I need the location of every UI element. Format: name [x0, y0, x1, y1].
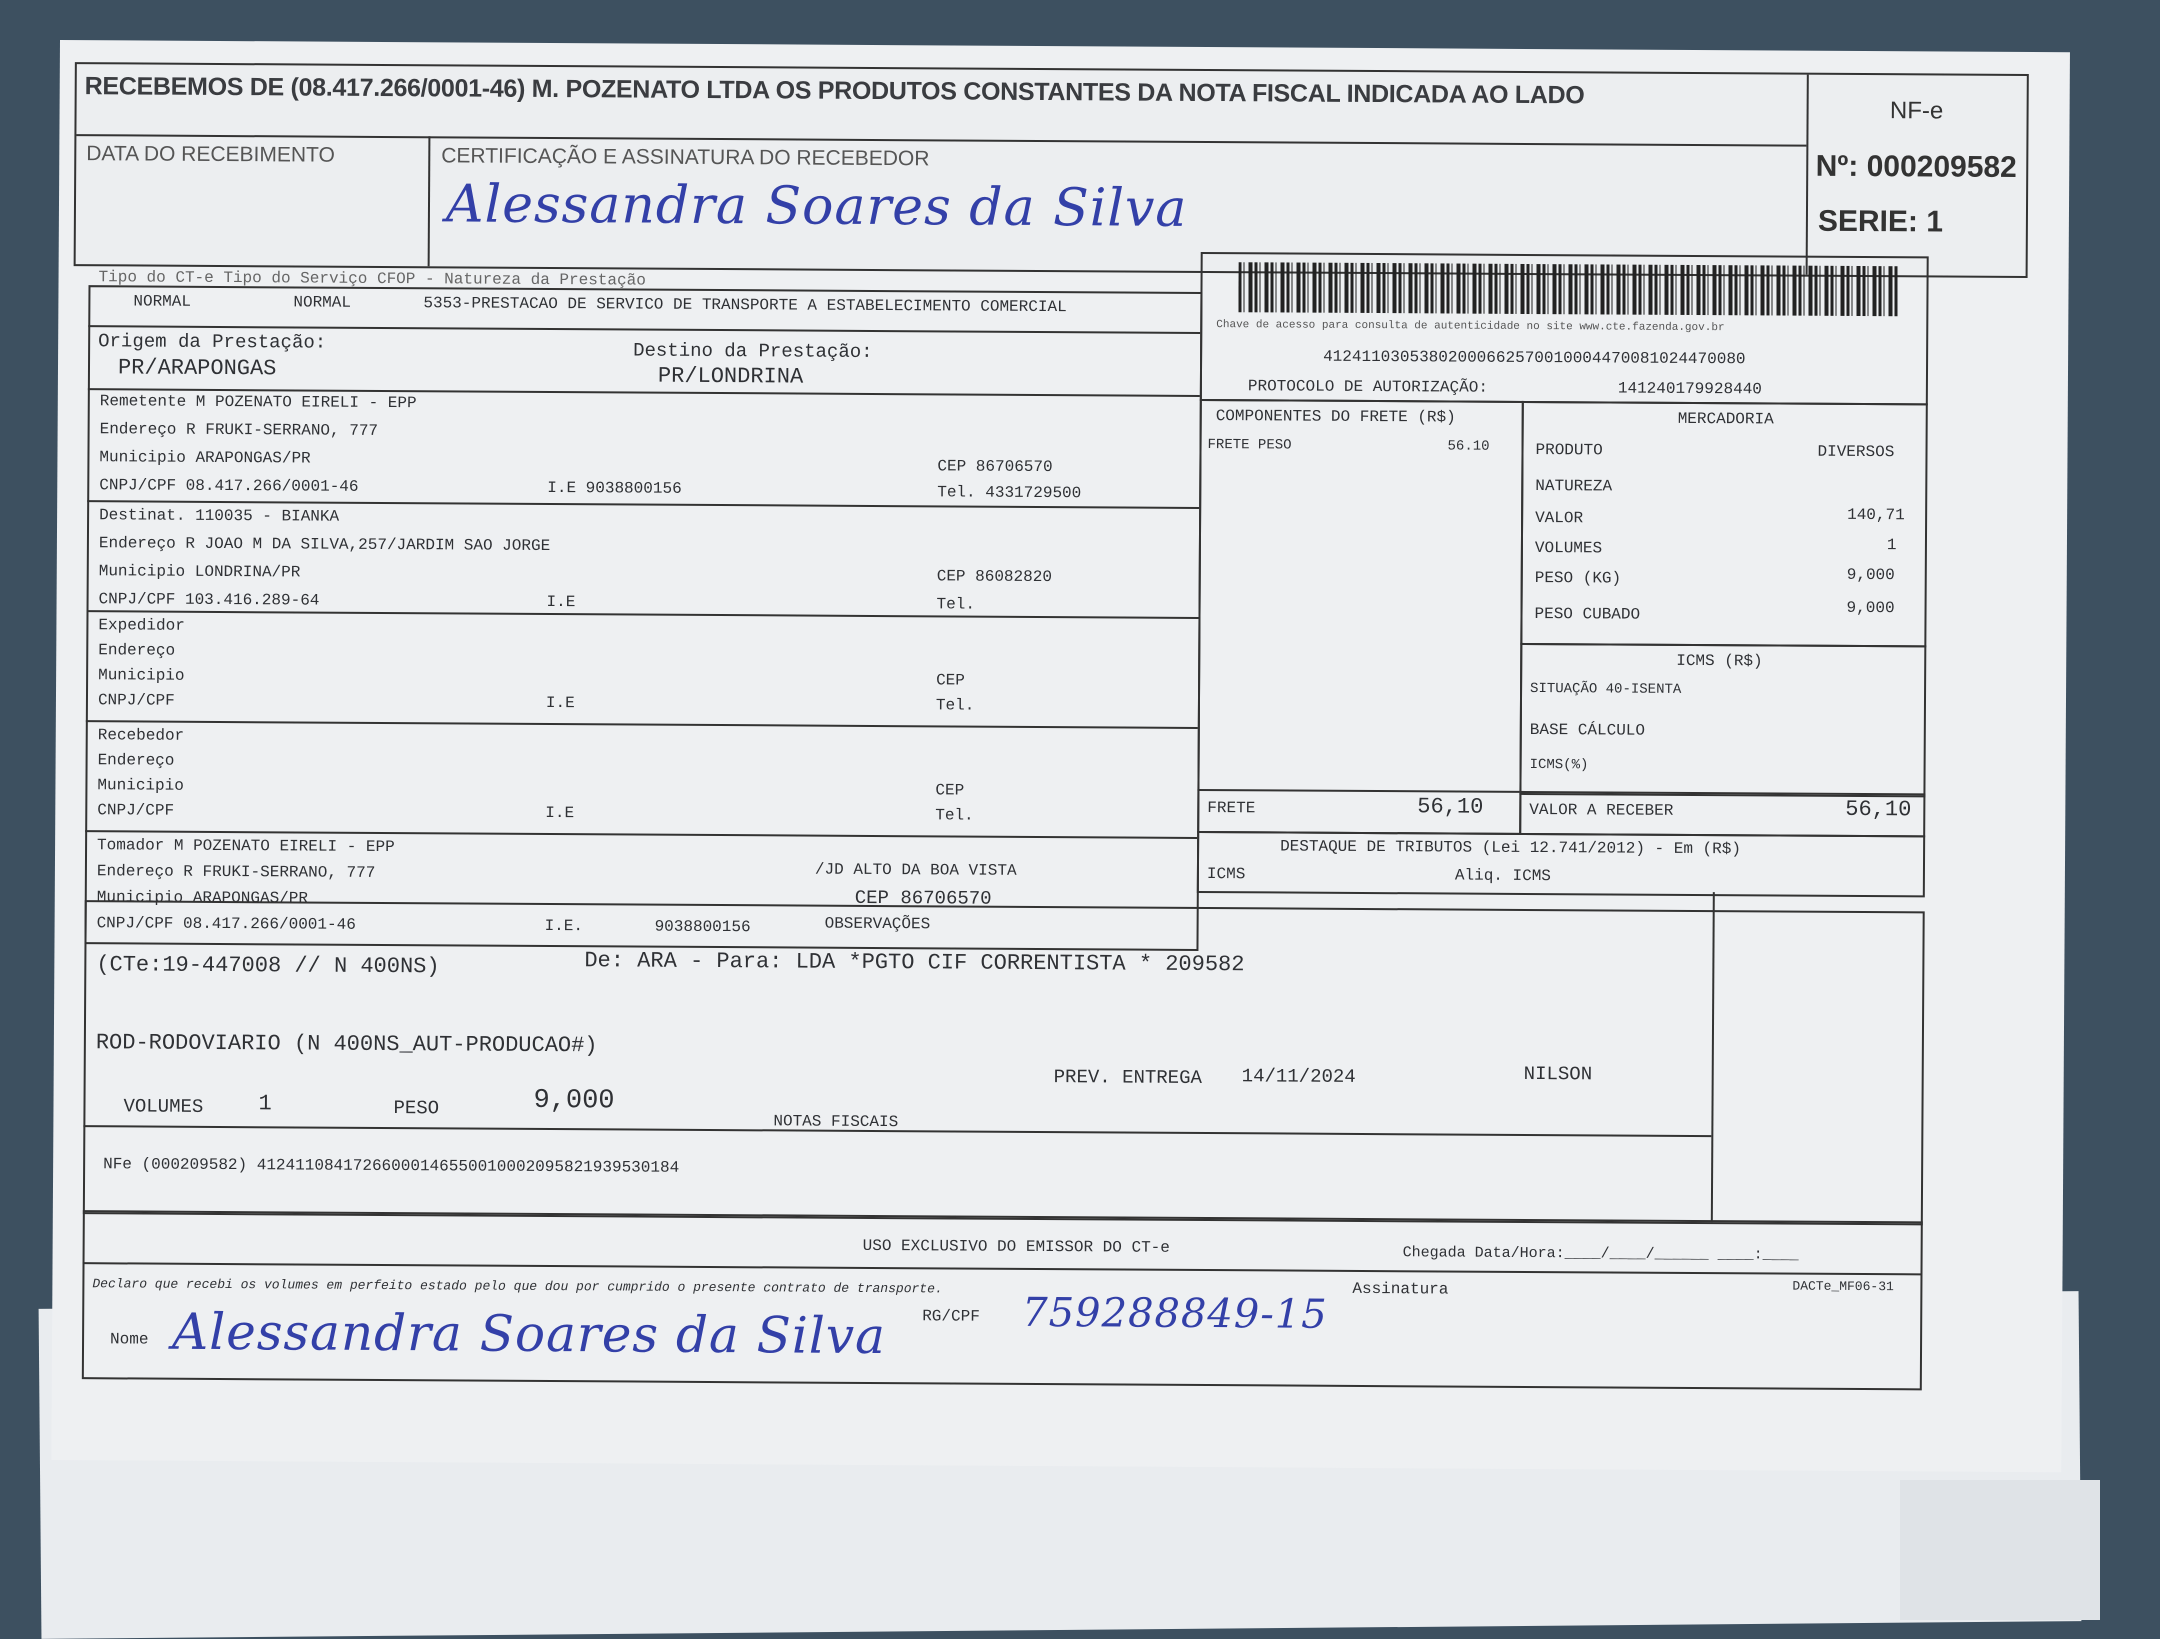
- destinatario-municipio: Municipio LONDRINA/PR: [98, 562, 301, 582]
- peso-value: 9,000: [1846, 565, 1895, 585]
- tomador-endereco: Endereço R FRUKI-SERRANO, 777: [96, 862, 376, 882]
- back-sheet-corner: [1900, 1480, 2100, 1620]
- receipt-line: RECEBEMOS DE (08.417.266/0001-46) M. POZENATO LTDA OS PRODUTOS CONSTANTES DA NOTA FISCAL INDICADA AO LADO: [84, 72, 1585, 110]
- nfe-chave: NFe (000209582) 41241108417266000146550010002095821939530184: [103, 1155, 680, 1177]
- expedidor-cnpj: CNPJ/CPF: [97, 691, 175, 710]
- icms-base: BASE CÁLCULO: [1529, 720, 1646, 740]
- obs-line1b: De: ARA - Para: LDA *PGTO CIF CORRENTISTA * 209582: [584, 948, 1245, 978]
- remetente-cep: CEP 86706570: [937, 457, 1053, 477]
- assinatura-label: Assinatura: [1352, 1279, 1449, 1299]
- peso-label: PESO (KG): [1534, 569, 1622, 588]
- nome-signature: Alessandra Soares da Silva: [171, 1302, 887, 1366]
- destino-label: Destino da Prestação:: [633, 339, 873, 363]
- tipo-cte: NORMAL: [133, 292, 192, 311]
- rg-label: RG/CPF: [922, 1307, 980, 1326]
- recebedor-ie: I.E: [545, 803, 575, 823]
- expedidor-ie: I.E: [545, 693, 575, 713]
- destino-value: PR/LONDRINA: [657, 363, 804, 390]
- peso-cubado-value: 9,000: [1846, 598, 1895, 618]
- protocolo-label: PROTOCOLO DE AUTORIZAÇÃO:: [1247, 377, 1489, 397]
- destinatario-cnpj: CNPJ/CPF 103.416.289-64: [98, 590, 320, 610]
- header-partial: Tipo do CT-e Tipo do Serviço CFOP - Natureza da Prestação: [98, 268, 646, 290]
- destinatario-tel: Tel.: [936, 595, 976, 614]
- tomador-cep: CEP 86706570: [854, 886, 992, 910]
- nfe-serie: SERIE: 1: [1817, 204, 1944, 239]
- produto-label: PRODUTO: [1535, 441, 1603, 460]
- tomador-nome: Tomador M POZENATO EIRELI - EPP: [97, 836, 395, 857]
- remetente-ie: I.E 9038800156: [547, 478, 682, 498]
- nfe-number: Nº: 000209582: [1815, 149, 2017, 184]
- expedidor-cep: CEP: [936, 671, 965, 690]
- obs-peso-value: 9,000: [533, 1085, 615, 1117]
- cfop: 5353-PRESTACAO DE SERVICO DE TRANSPORTE A ESTABELECIMENTO COMERCIAL: [423, 294, 1067, 317]
- expedidor-nome: Expedidor: [98, 616, 185, 635]
- prev-entrega-label: PREV. ENTREGA: [1053, 1066, 1202, 1089]
- obs-line2: ROD-RODOVIARIO (N 400NS_AUT-PRODUCAO#): [95, 1030, 598, 1059]
- origem-label: Origem da Prestação:: [98, 330, 327, 354]
- obs-volumes-value: 1: [258, 1091, 272, 1117]
- prev-entrega-date: 14/11/2024: [1241, 1065, 1356, 1088]
- recebedor-cep: CEP: [935, 781, 965, 800]
- uso-title: USO EXCLUSIVO DO EMISSOR DO CT-e: [862, 1236, 1170, 1257]
- componentes-box: [1197, 399, 1524, 835]
- valor-receber-label: VALOR A RECEBER: [1529, 800, 1674, 820]
- receiver-signature: Alessandra Soares da Silva: [445, 174, 1188, 239]
- expedidor-municipio: Municipio: [98, 666, 185, 685]
- remetente-nome: Remetente M POZENATO EIRELI - EPP: [99, 392, 417, 413]
- date-label: DATA DO RECEBIMENTO: [86, 142, 335, 167]
- chave-value: 41241103053802000662570010004470081024470080: [1323, 347, 1746, 369]
- natureza-label: NATUREZA: [1535, 477, 1613, 496]
- chave-label: Chave de acesso para consulta de autenticidade no site www.cte.fazenda.gov.br: [1216, 319, 1725, 335]
- frete-value: 56,10: [1417, 794, 1484, 820]
- valor-receber-value: 56,10: [1845, 796, 1912, 823]
- chegada-line: Chegada Data/Hora:____/____/______ ____:____: [1402, 1244, 1799, 1264]
- driver-name: NILSON: [1523, 1062, 1593, 1086]
- mercadoria-title: MERCADORIA: [1677, 409, 1774, 429]
- dacte-document: [51, 40, 2070, 1472]
- receipt-stub: [74, 62, 2029, 278]
- barcode: [1238, 262, 1898, 316]
- tipo-servico: NORMAL: [293, 293, 352, 312]
- observacoes-box: [83, 900, 1925, 1225]
- remetente-tel: Tel. 4331729500: [937, 483, 1082, 503]
- protocolo-value: 141240179928440: [1617, 379, 1762, 399]
- icms-title: ICMS (R$): [1676, 651, 1763, 671]
- destinatario-cep: CEP 86082820: [936, 567, 1053, 587]
- origem-value: PR/ARAPONGAS: [117, 355, 277, 382]
- expedidor-endereco: Endereço: [98, 641, 176, 660]
- componentes-title: COMPONENTES DO FRETE (R$): [1215, 407, 1456, 427]
- tomador-municipio: Municipio ARAPONGAS/PR: [96, 888, 309, 908]
- obs-peso-label: PESO: [393, 1097, 440, 1120]
- volumes-value: 1: [1886, 536, 1897, 555]
- tomador-bairro: /JD ALTO DA BOA VISTA: [814, 860, 1017, 880]
- declaracao: Declaro que recebi os volumes em perfeito estado pelo que dou por cumprido o presente contrato de transporte.: [92, 1276, 943, 1297]
- rg-handwritten: 759288849-15: [1022, 1289, 1328, 1338]
- valor-value: 140,71: [1847, 505, 1905, 525]
- recebedor-municipio: Municipio: [97, 776, 184, 795]
- cert-label: CERTIFICAÇÃO E ASSINATURA DO RECEBEDOR: [441, 144, 930, 171]
- dacte-code: DACTe_MF06-31: [1792, 1278, 1894, 1295]
- peso-cubado-label: PESO CUBADO: [1534, 605, 1641, 624]
- tomador-cnpj: CNPJ/CPF 08.417.266/0001-46: [96, 914, 356, 934]
- recebedor-tel: Tel.: [935, 806, 974, 825]
- tomador-ie: I.E.: [544, 916, 584, 936]
- destinatario-nome: Destinat. 110035 - BIANKA: [99, 506, 340, 526]
- expedidor-tel: Tel.: [935, 696, 975, 715]
- tributos-aliq: Aliq. ICMS: [1454, 866, 1551, 886]
- icms-situacao: SITUAÇÃO 40-ISENTA: [1530, 680, 1682, 698]
- tributos-icms: ICMS: [1206, 865, 1246, 884]
- frete-peso-label: FRETE PESO: [1207, 437, 1292, 454]
- frete-peso-value: 56.10: [1447, 438, 1490, 455]
- recebedor-cnpj: CNPJ/CPF: [97, 801, 175, 820]
- tomador-ie-value: 9038800156: [654, 917, 751, 937]
- destinatario-endereco: Endereço R JOAO M DA SILVA,257/JARDIM SAO JORGE: [98, 534, 551, 556]
- volumes-label: VOLUMES: [1534, 539, 1603, 558]
- destinatario-ie: I.E: [546, 592, 576, 612]
- produto-value: DIVERSOS: [1817, 442, 1895, 462]
- nome-label: Nome: [110, 1330, 149, 1349]
- remetente-endereco: Endereço R FRUKI-SERRANO, 777: [99, 420, 379, 440]
- obs-volumes-label: VOLUMES: [123, 1095, 204, 1118]
- observacoes-title: OBSERVAÇÕES: [824, 914, 931, 934]
- nfe-label: NF-e: [1889, 97, 1944, 125]
- icms-pct: ICMS(%): [1529, 756, 1589, 774]
- remetente-cnpj: CNPJ/CPF 08.417.266/0001-46: [99, 476, 359, 496]
- frete-label: FRETE: [1207, 799, 1256, 818]
- recebedor-nome: Recebedor: [97, 726, 185, 745]
- valor-label: VALOR: [1535, 509, 1584, 528]
- recebedor-endereco: Endereço: [97, 751, 175, 770]
- obs-line1: (CTe:19-447008 // N 400NS): [96, 952, 440, 980]
- notas-title: NOTAS FISCAIS: [773, 1112, 899, 1132]
- tributos-title: DESTAQUE DE TRIBUTOS (Lei 12.741/2012) - Em (R$): [1280, 837, 1742, 859]
- remetente-municipio: Municipio ARAPONGAS/PR: [99, 448, 311, 468]
